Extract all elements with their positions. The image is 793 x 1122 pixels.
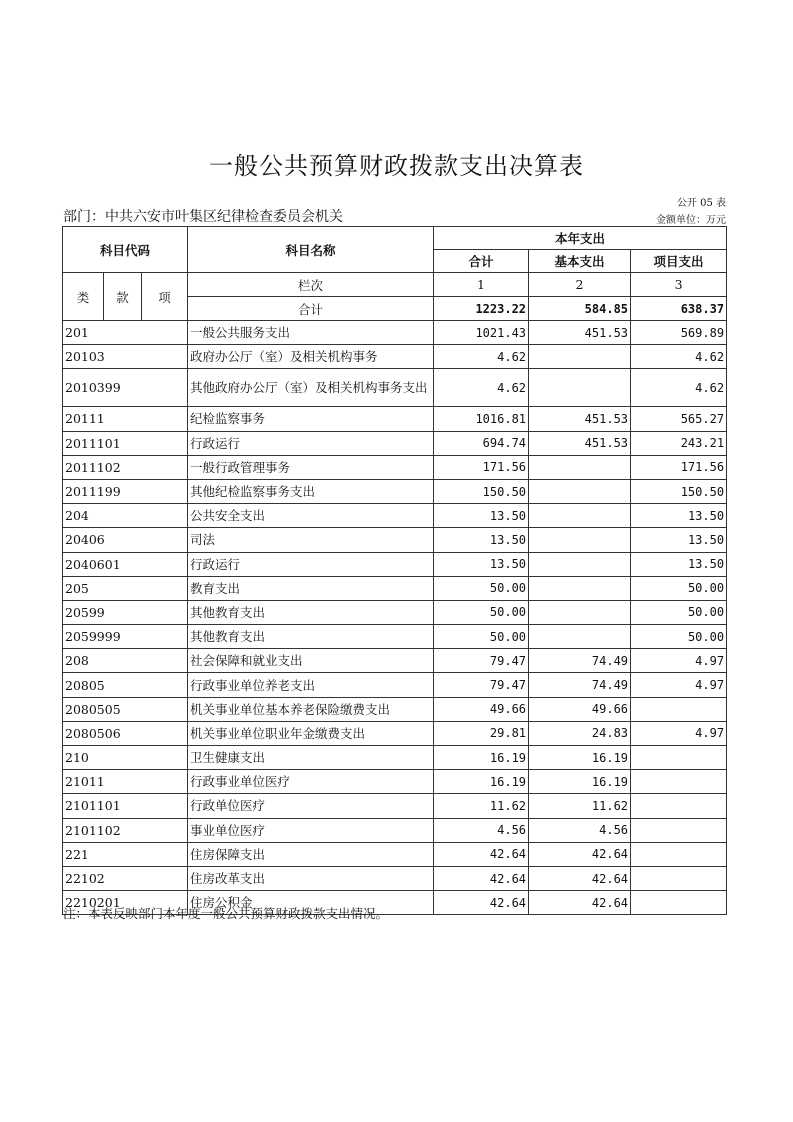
row-total: 50.00 bbox=[434, 576, 529, 600]
table-row bbox=[63, 552, 727, 576]
row-name: 行政运行 bbox=[188, 552, 434, 576]
column-number-1: 1 bbox=[434, 273, 529, 297]
row-code: 2011102 bbox=[63, 455, 188, 479]
row-code: 22102 bbox=[63, 866, 188, 890]
header-xiang: 项 bbox=[142, 273, 188, 321]
header-total: 合计 bbox=[434, 250, 529, 273]
row-total: 4.62 bbox=[434, 369, 529, 407]
sum-total: 1223.22 bbox=[434, 297, 529, 321]
row-name: 其他纪检监察事务支出 bbox=[188, 479, 434, 503]
row-total: 79.47 bbox=[434, 649, 529, 673]
row-basic bbox=[529, 504, 631, 528]
row-project bbox=[631, 842, 727, 866]
table-row bbox=[63, 528, 727, 552]
row-name: 行政单位医疗 bbox=[188, 794, 434, 818]
row-code: 21011 bbox=[63, 770, 188, 794]
table-body bbox=[63, 321, 727, 915]
row-project bbox=[631, 891, 727, 915]
table-row bbox=[63, 794, 727, 818]
row-name: 一般行政管理事务 bbox=[188, 455, 434, 479]
row-project: 50.00 bbox=[631, 576, 727, 600]
row-name: 司法 bbox=[188, 528, 434, 552]
row-total: 42.64 bbox=[434, 891, 529, 915]
row-project: 243.21 bbox=[631, 431, 727, 455]
row-project: 13.50 bbox=[631, 552, 727, 576]
table-row bbox=[63, 842, 727, 866]
row-name: 行政事业单位养老支出 bbox=[188, 673, 434, 697]
row-code: 20111 bbox=[63, 407, 188, 431]
row-project: 50.00 bbox=[631, 600, 727, 624]
row-total: 1021.43 bbox=[434, 321, 529, 345]
row-name: 公共安全支出 bbox=[188, 504, 434, 528]
row-code: 20599 bbox=[63, 600, 188, 624]
row-code: 2010399 bbox=[63, 369, 188, 407]
row-total: 16.19 bbox=[434, 746, 529, 770]
row-project bbox=[631, 818, 727, 842]
row-project bbox=[631, 746, 727, 770]
table-row bbox=[63, 721, 727, 745]
row-name: 一般公共服务支出 bbox=[188, 321, 434, 345]
row-total: 4.56 bbox=[434, 818, 529, 842]
sum-label: 合计 bbox=[188, 297, 434, 321]
row-name: 住房公积金 bbox=[188, 891, 434, 915]
row-basic: 451.53 bbox=[529, 431, 631, 455]
row-name: 其他教育支出 bbox=[188, 625, 434, 649]
row-basic: 451.53 bbox=[529, 321, 631, 345]
footnote: 注：本表反映部门本年度一般公共预算财政拨款支出情况。 bbox=[63, 906, 389, 921]
row-name: 其他教育支出 bbox=[188, 600, 434, 624]
header-lei: 类 bbox=[63, 273, 104, 321]
row-code: 2101102 bbox=[63, 818, 188, 842]
header-project: 项目支出 bbox=[631, 250, 727, 273]
row-total: 13.50 bbox=[434, 504, 529, 528]
expense-table bbox=[62, 226, 727, 915]
row-basic: 42.64 bbox=[529, 891, 631, 915]
row-total: 79.47 bbox=[434, 673, 529, 697]
header-year-expense: 本年支出 bbox=[434, 227, 727, 250]
table-row bbox=[63, 770, 727, 794]
row-code: 2011199 bbox=[63, 479, 188, 503]
row-basic bbox=[529, 369, 631, 407]
row-basic: 74.49 bbox=[529, 649, 631, 673]
table-row bbox=[63, 697, 727, 721]
row-project: 569.89 bbox=[631, 321, 727, 345]
row-project bbox=[631, 770, 727, 794]
row-basic bbox=[529, 455, 631, 479]
row-basic bbox=[529, 600, 631, 624]
row-basic: 16.19 bbox=[529, 770, 631, 794]
row-code: 2210201 bbox=[63, 891, 188, 915]
row-code: 201 bbox=[63, 321, 188, 345]
row-total: 29.81 bbox=[434, 721, 529, 745]
row-code: 208 bbox=[63, 649, 188, 673]
table-row bbox=[63, 673, 727, 697]
row-name: 住房改革支出 bbox=[188, 866, 434, 890]
row-basic: 42.64 bbox=[529, 842, 631, 866]
row-basic: 4.56 bbox=[529, 818, 631, 842]
row-name: 住房保障支出 bbox=[188, 842, 434, 866]
header-code: 科目代码 bbox=[63, 227, 188, 273]
row-basic: 16.19 bbox=[529, 746, 631, 770]
row-name: 机关事业单位职业年金缴费支出 bbox=[188, 721, 434, 745]
row-code: 205 bbox=[63, 576, 188, 600]
page-title: 一般公共预算财政拨款支出决算表 bbox=[209, 152, 584, 180]
row-code: 20805 bbox=[63, 673, 188, 697]
row-basic bbox=[529, 528, 631, 552]
row-basic: 11.62 bbox=[529, 794, 631, 818]
table-row bbox=[63, 431, 727, 455]
row-total: 150.50 bbox=[434, 479, 529, 503]
table-row bbox=[63, 600, 727, 624]
table-row bbox=[63, 369, 727, 407]
row-name: 机关事业单位基本养老保险缴费支出 bbox=[188, 697, 434, 721]
header-name: 科目名称 bbox=[188, 227, 434, 273]
row-project: 4.97 bbox=[631, 721, 727, 745]
row-project: 4.62 bbox=[631, 345, 727, 369]
row-basic: 451.53 bbox=[529, 407, 631, 431]
table-row bbox=[63, 866, 727, 890]
row-total: 694.74 bbox=[434, 431, 529, 455]
row-total: 42.64 bbox=[434, 866, 529, 890]
row-code: 20406 bbox=[63, 528, 188, 552]
row-project: 4.97 bbox=[631, 649, 727, 673]
row-total: 16.19 bbox=[434, 770, 529, 794]
sum-project: 638.37 bbox=[631, 297, 727, 321]
row-code: 20103 bbox=[63, 345, 188, 369]
row-project: 565.27 bbox=[631, 407, 727, 431]
table-row bbox=[63, 746, 727, 770]
row-code: 2101101 bbox=[63, 794, 188, 818]
row-name: 纪检监察事务 bbox=[188, 407, 434, 431]
row-total: 42.64 bbox=[434, 842, 529, 866]
row-total: 50.00 bbox=[434, 625, 529, 649]
row-project: 171.56 bbox=[631, 455, 727, 479]
row-total: 49.66 bbox=[434, 697, 529, 721]
row-name: 社会保障和就业支出 bbox=[188, 649, 434, 673]
table-row bbox=[63, 345, 727, 369]
row-basic bbox=[529, 479, 631, 503]
row-code: 204 bbox=[63, 504, 188, 528]
table-row bbox=[63, 576, 727, 600]
row-project: 50.00 bbox=[631, 625, 727, 649]
row-project: 4.62 bbox=[631, 369, 727, 407]
row-name: 事业单位医疗 bbox=[188, 818, 434, 842]
header-basic: 基本支出 bbox=[529, 250, 631, 273]
table-row bbox=[63, 818, 727, 842]
row-project bbox=[631, 794, 727, 818]
table-row bbox=[63, 504, 727, 528]
table-row bbox=[63, 455, 727, 479]
row-project bbox=[631, 697, 727, 721]
row-project: 4.97 bbox=[631, 673, 727, 697]
row-basic bbox=[529, 552, 631, 576]
unit-label: 金额单位：万元 bbox=[656, 215, 726, 226]
row-project bbox=[631, 866, 727, 890]
row-code: 2080505 bbox=[63, 697, 188, 721]
row-total: 11.62 bbox=[434, 794, 529, 818]
row-total: 13.50 bbox=[434, 528, 529, 552]
row-code: 2040601 bbox=[63, 552, 188, 576]
row-total: 50.00 bbox=[434, 600, 529, 624]
row-code: 210 bbox=[63, 746, 188, 770]
row-project: 13.50 bbox=[631, 528, 727, 552]
table-row bbox=[63, 649, 727, 673]
row-name: 其他政府办公厅（室）及相关机构事务支出 bbox=[188, 369, 434, 407]
department-label: 部门：中共六安市叶集区纪律检查委员会机关 bbox=[63, 209, 343, 225]
table-row bbox=[63, 625, 727, 649]
table-row bbox=[63, 407, 727, 431]
row-basic bbox=[529, 576, 631, 600]
row-code: 221 bbox=[63, 842, 188, 866]
row-code: 2080506 bbox=[63, 721, 188, 745]
row-total: 1016.81 bbox=[434, 407, 529, 431]
row-name: 政府办公厅（室）及相关机构事务 bbox=[188, 345, 434, 369]
row-basic bbox=[529, 345, 631, 369]
row-total: 171.56 bbox=[434, 455, 529, 479]
row-name: 卫生健康支出 bbox=[188, 746, 434, 770]
row-name: 教育支出 bbox=[188, 576, 434, 600]
column-label: 栏次 bbox=[188, 273, 434, 297]
row-code: 2011101 bbox=[63, 431, 188, 455]
row-code: 2059999 bbox=[63, 625, 188, 649]
row-basic: 24.83 bbox=[529, 721, 631, 745]
row-name: 行政事业单位医疗 bbox=[188, 770, 434, 794]
row-basic: 42.64 bbox=[529, 866, 631, 890]
table-row bbox=[63, 321, 727, 345]
row-basic: 74.49 bbox=[529, 673, 631, 697]
row-name: 行政运行 bbox=[188, 431, 434, 455]
table-row bbox=[63, 479, 727, 503]
table-number: 公开 05 表 bbox=[676, 198, 726, 209]
row-basic: 49.66 bbox=[529, 697, 631, 721]
column-number-3: 3 bbox=[631, 273, 727, 297]
row-basic bbox=[529, 625, 631, 649]
row-project: 13.50 bbox=[631, 504, 727, 528]
row-total: 13.50 bbox=[434, 552, 529, 576]
header-kuan: 款 bbox=[104, 273, 142, 321]
column-number-2: 2 bbox=[529, 273, 631, 297]
sum-basic: 584.85 bbox=[529, 297, 631, 321]
row-total: 4.62 bbox=[434, 345, 529, 369]
row-project: 150.50 bbox=[631, 479, 727, 503]
